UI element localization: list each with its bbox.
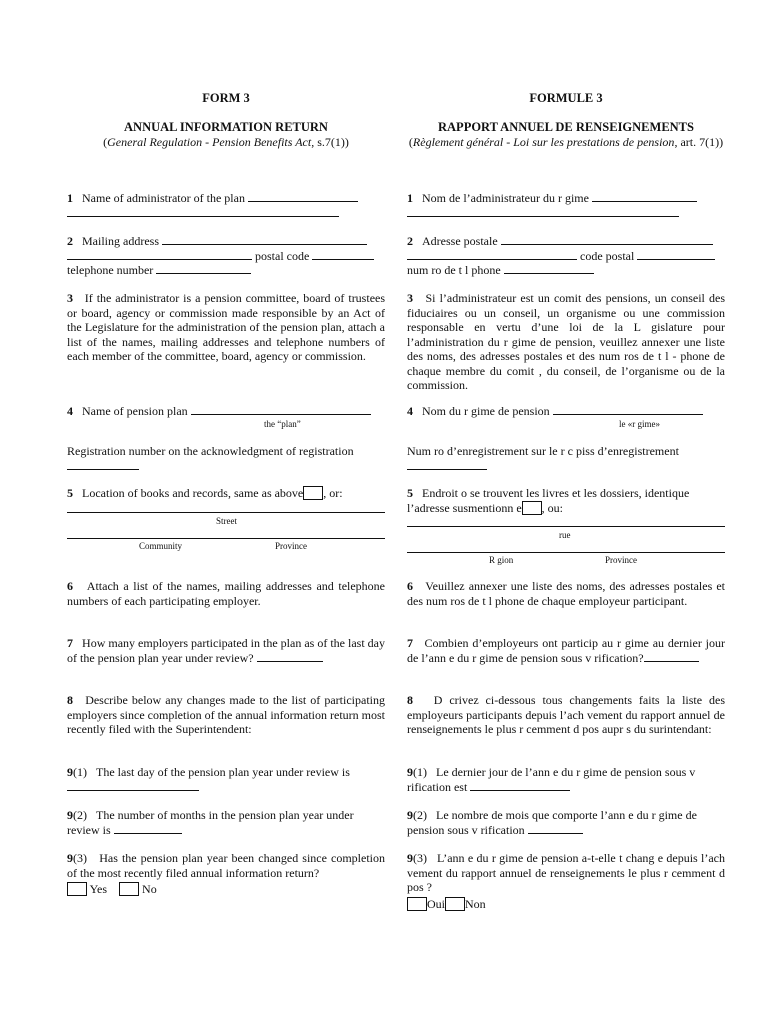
form-subtitle-fr: (Règlement général - Loi sur les prestations de pension, art. 7(1)): [408, 135, 724, 149]
region-line-fr[interactable]: [407, 552, 725, 553]
yes-checkbox[interactable]: [67, 882, 87, 896]
form-title-fr: RAPPORT ANNUEL DE RENSEIGNEMENTS: [438, 120, 694, 134]
q9-2-months-fr: 9(2) Le nombre de mois que comporte l’ann e du r gime de pension sous v rification: [407, 808, 697, 837]
form-title: ANNUAL INFORMATION RETURN: [124, 120, 328, 134]
form-number-fr: FORMULE 3: [529, 91, 603, 105]
q9-3-year-changed: 9(3) Has the pension plan year been changed since completion of the most recently filed annual information return? Yes No: [67, 851, 386, 896]
q7-employer-count: 7 How many employers participated in the plan as of the last day of the pension plan year under review?: [67, 636, 386, 665]
province-caption: Province: [275, 541, 307, 551]
q9-1-last-day-fr: 9(1) Le dernier jour de l’ann e du r gime de pension sous v rification est: [407, 765, 696, 794]
non-label: Non: [465, 896, 486, 911]
community-caption: Community: [139, 541, 183, 551]
yes-label: Yes: [89, 882, 108, 896]
province-caption-fr: Province: [605, 555, 637, 565]
q3-committee-list-fr: 3 Si l’administrateur est un comit des pensions, un conseil des fiduciaires ou un conseil, un organisme ou une commission responsable en vertu d’une loi de la L gislature pour l’administration du r gime de pension, veuillez annexer une liste des noms, des adresses postales et des num ros de t l - phone de chaque membre du comit , du conseil, de l’organisme ou de la commission.: [407, 291, 726, 392]
street-caption: Street: [216, 516, 237, 526]
no-checkbox[interactable]: [119, 882, 139, 896]
same-as-above-checkbox-fr[interactable]: [522, 501, 542, 515]
plan-caption-fr: le «r gime»: [619, 419, 660, 429]
oui-label: Oui: [427, 896, 445, 911]
q8-changes-fr: 8 D crivez ci-dessous tous changements faits la liste des employeurs participants depuis l’ach vement du rapport annuel de renseignements le plus r cemment d pos aupr s du surintendant:: [407, 693, 725, 736]
registration-number-fr: Num ro d’enregistrement sur le r c piss d’enregistrement: [407, 444, 725, 473]
region-caption-fr: R gion: [489, 555, 514, 565]
street-caption-fr: rue: [559, 530, 571, 540]
community-line[interactable]: [67, 538, 385, 539]
non-checkbox[interactable]: [445, 897, 465, 911]
q6-employer-list: 6 Attach a list of the names, mailing addresses and telephone numbers of each participating employer.: [67, 579, 386, 608]
q3-committee-list: 3 If the administrator is a pension committee, board of trustees or board, agency or commission made responsible by an Act of the Legislature for the administration of the pension plan, attach a list of the names, mailing addresses and telephone numbers of each member of the committee, board, agency or commission.: [67, 291, 386, 363]
same-as-above-checkbox[interactable]: [303, 486, 323, 500]
q8-changes: 8 Describe below any changes made to the list of participating employers since completion of the annual information return most recently filed with the Superintendent:: [67, 693, 385, 736]
registration-number: Registration number on the acknowledgment of registration: [67, 444, 385, 473]
q5-books-location: 5 Location of books and records, same as above , or:: [67, 486, 343, 500]
form-subtitle: (General Regulation - Pension Benefits Act, s.7(1)): [103, 135, 349, 149]
form-number: FORM 3: [202, 91, 250, 105]
q1-administrator-name-fr: 1 Nom de l’administrateur du r gime: [407, 191, 725, 220]
q1-administrator-name: 1 Name of administrator of the plan: [67, 191, 385, 220]
street-line[interactable]: [67, 512, 385, 513]
q2-mailing-address: 2 Mailing address postal code telephone number: [67, 234, 385, 278]
q9-1-last-day: 9(1) The last day of the pension plan year under review is: [67, 765, 385, 794]
q4-plan-name-fr: 4 Nom du r gime de pension: [407, 404, 725, 419]
no-label: No: [142, 882, 157, 896]
q2-mailing-address-fr: 2 Adresse postale code postal num ro de t l phone: [407, 234, 725, 278]
q9-3-year-changed-fr: 9(3) L’ann e du r gime de pension a-t-elle t chang e depuis l’ach vement du rapport annuel de renseignements le plus r cemment d pos ? Oui Non: [407, 851, 726, 911]
street-line-fr[interactable]: [407, 526, 725, 527]
q9-2-months: 9(2) The number of months in the pension plan year under review is: [67, 808, 354, 837]
q7-employer-count-fr: 7 Combien d’employeurs ont particip au r gime au dernier jour de l’ann e du r gime de pension sous v rification?: [407, 636, 726, 665]
q6-employer-list-fr: 6 Veuillez annexer une liste des noms, des adresses postales et des num ros de t l phone de chaque employeur participant.: [407, 579, 726, 608]
oui-checkbox[interactable]: [407, 897, 427, 911]
q4-plan-name: 4 Name of pension plan: [67, 404, 385, 419]
plan-caption: the “plan”: [264, 419, 301, 429]
q5-books-location-fr: 5 Endroit o se trouvent les livres et les dossiers, identique l’adresse susmentionn e , ou:: [407, 486, 690, 515]
